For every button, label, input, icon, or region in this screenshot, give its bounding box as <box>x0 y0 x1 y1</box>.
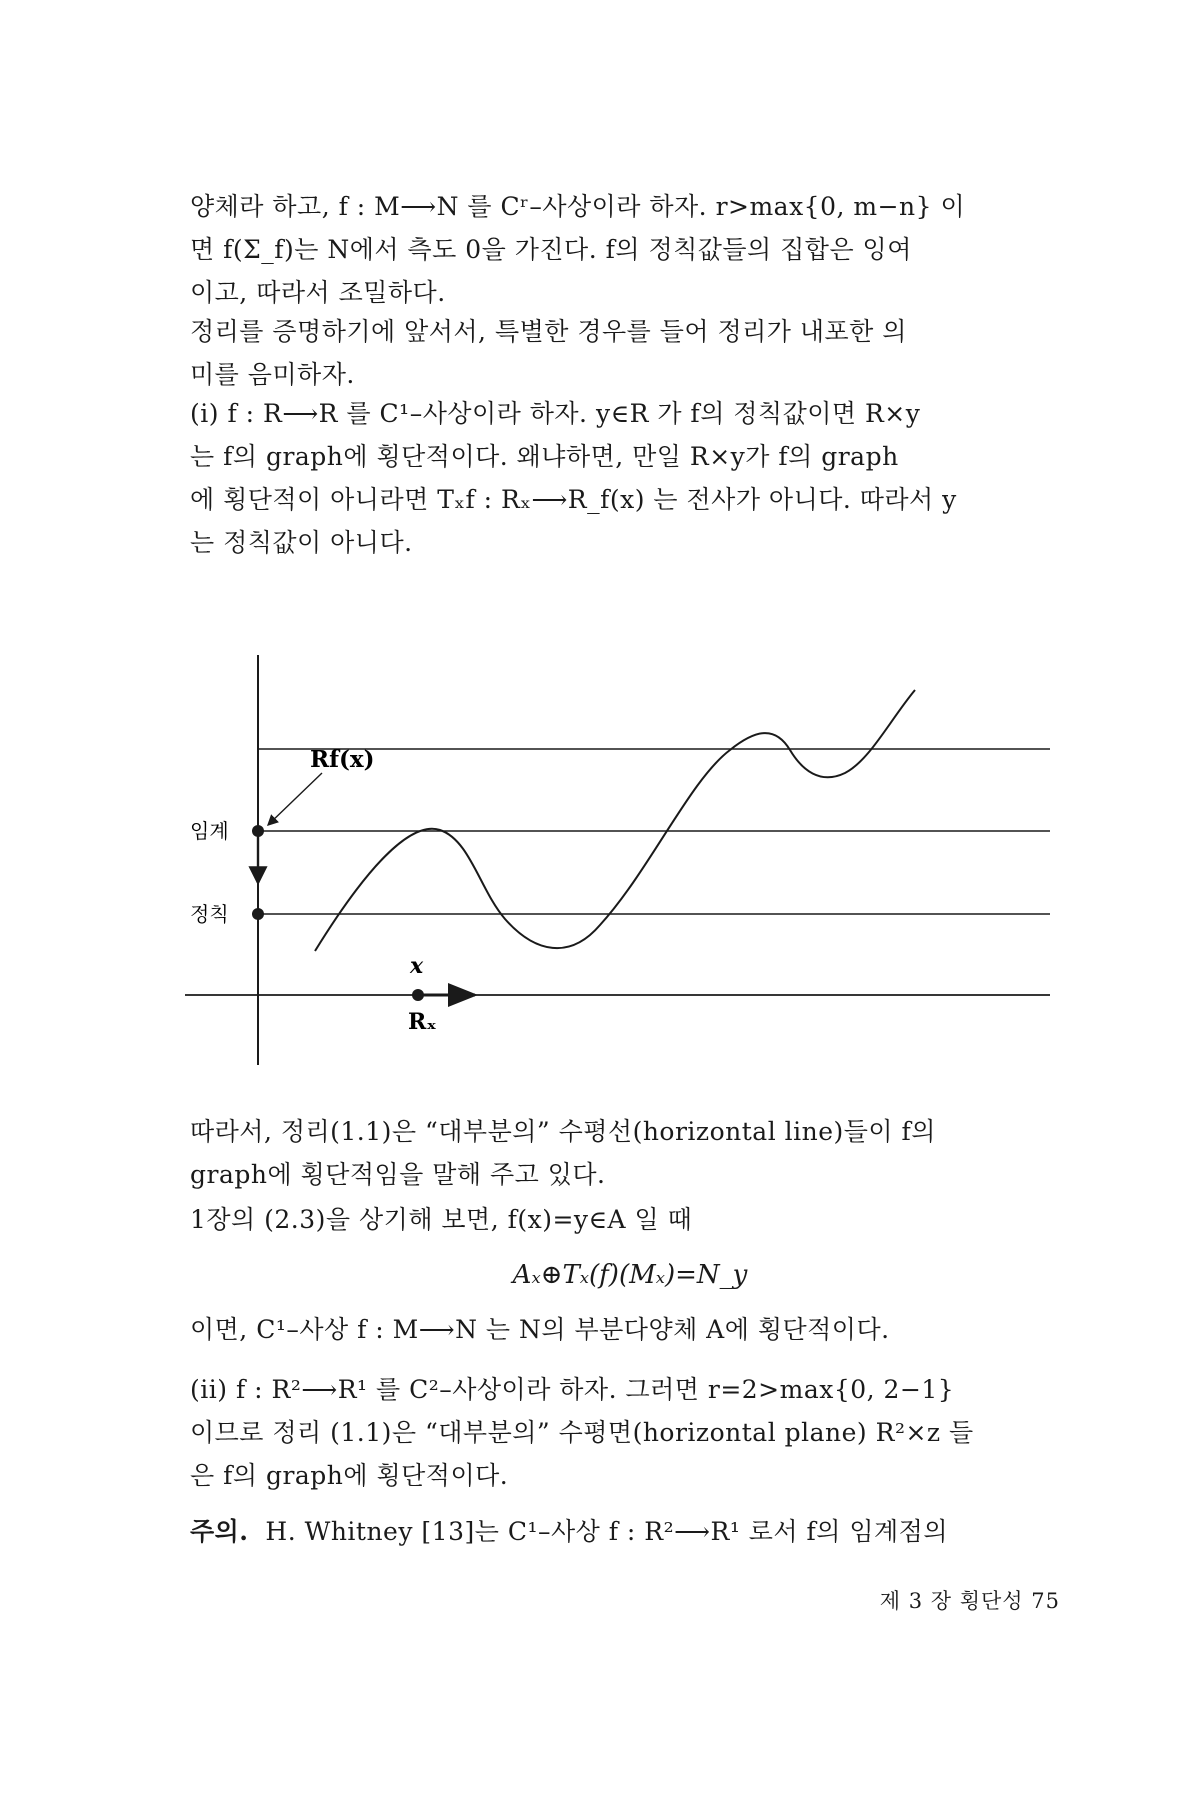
label-Rfx: Rf(x) <box>310 746 375 773</box>
text-line: 이면, C¹–사상 f : M⟶N 는 N의 부분다양체 A에 횡단적이다. <box>190 1315 890 1344</box>
text-line: 정리를 증명하기에 앞서서, 특별한 경우를 들어 정리가 내포한 의 <box>190 317 907 346</box>
text-line: graph에 횡단적임을 말해 주고 있다. <box>190 1160 606 1189</box>
text-line: (i) f : R⟶R 를 C¹–사상이라 하자. y∈R 가 f의 정칙값이면 R×y <box>190 399 921 428</box>
paragraph-recall <box>190 1198 1070 1241</box>
text-line: 이므로 정리 (1.1)은 “대부분의” 수평면(horizontal plane) R²×z 들 <box>190 1418 974 1447</box>
regular-point-dot <box>252 908 264 920</box>
label-Rx: Rₓ <box>408 1009 437 1035</box>
text-line: (ii) f : R²⟶R¹ 를 C²–사상이라 하자. 그러면 r=2>max{0, 2−1} <box>190 1375 955 1404</box>
note-text: H. Whitney [13]는 C¹–사상 f : R²⟶R¹ 로서 f의 임계점의 <box>265 1517 948 1546</box>
critical-point-dot <box>252 825 264 837</box>
paragraph-theorem-end <box>190 185 1070 314</box>
text-line: 미를 음미하자. <box>190 360 355 389</box>
text-line: 1장의 (2.3)을 상기해 보면, f(x)=y∈A 일 때 <box>190 1205 693 1234</box>
text-line: 따라서, 정리(1.1)은 “대부분의” 수평선(horizontal line)들이 f의 <box>190 1117 936 1146</box>
text-line: 는 f의 graph에 횡단적이다. 왜냐하면, 만일 R×y가 f의 graph <box>190 442 899 471</box>
label-x: x <box>410 953 424 979</box>
function-graph-curve <box>315 690 915 951</box>
point-x-dot <box>412 989 424 1001</box>
paragraph-transversal <box>190 1308 1070 1351</box>
paragraph-intro <box>190 310 1070 396</box>
paragraph-note <box>190 1510 1070 1553</box>
label-regular: 정칙 <box>190 902 229 926</box>
paragraph-case-ii <box>190 1368 1070 1497</box>
text-line: 은 f의 graph에 횡단적이다. <box>190 1461 509 1490</box>
text-line: 양체라 하고, f : M⟶N 를 Cʳ–사상이라 하자. r>max{0, m−n} 이 <box>190 192 966 221</box>
text-line: 면 f(Σ_f)는 N에서 측도 0을 가진다. f의 정칙값들의 집합은 잉여 <box>190 235 912 264</box>
label-critical: 임계 <box>190 819 229 843</box>
display-equation: Aₓ⊕Tₓ(f)(Mₓ)=N_y <box>512 1260 748 1290</box>
text-line: 이고, 따라서 조밀하다. <box>190 278 446 307</box>
text-line: 는 정칙값이 아니다. <box>190 528 413 557</box>
text-line <box>190 1510 1070 1553</box>
text-line: 에 횡단적이 아니라면 Tₓf : Rₓ⟶R_f(x) 는 전사가 아니다. 따라서 y <box>190 485 957 514</box>
graph-figure <box>170 655 1060 1065</box>
paragraph-theorem-meaning <box>190 1110 1070 1196</box>
pointer-arrow <box>268 773 322 825</box>
page-footer: 제 3 장 횡단성 75 <box>879 1589 1060 1613</box>
note-label: 주의. <box>190 1517 249 1546</box>
paragraph-case-i <box>190 392 1070 564</box>
